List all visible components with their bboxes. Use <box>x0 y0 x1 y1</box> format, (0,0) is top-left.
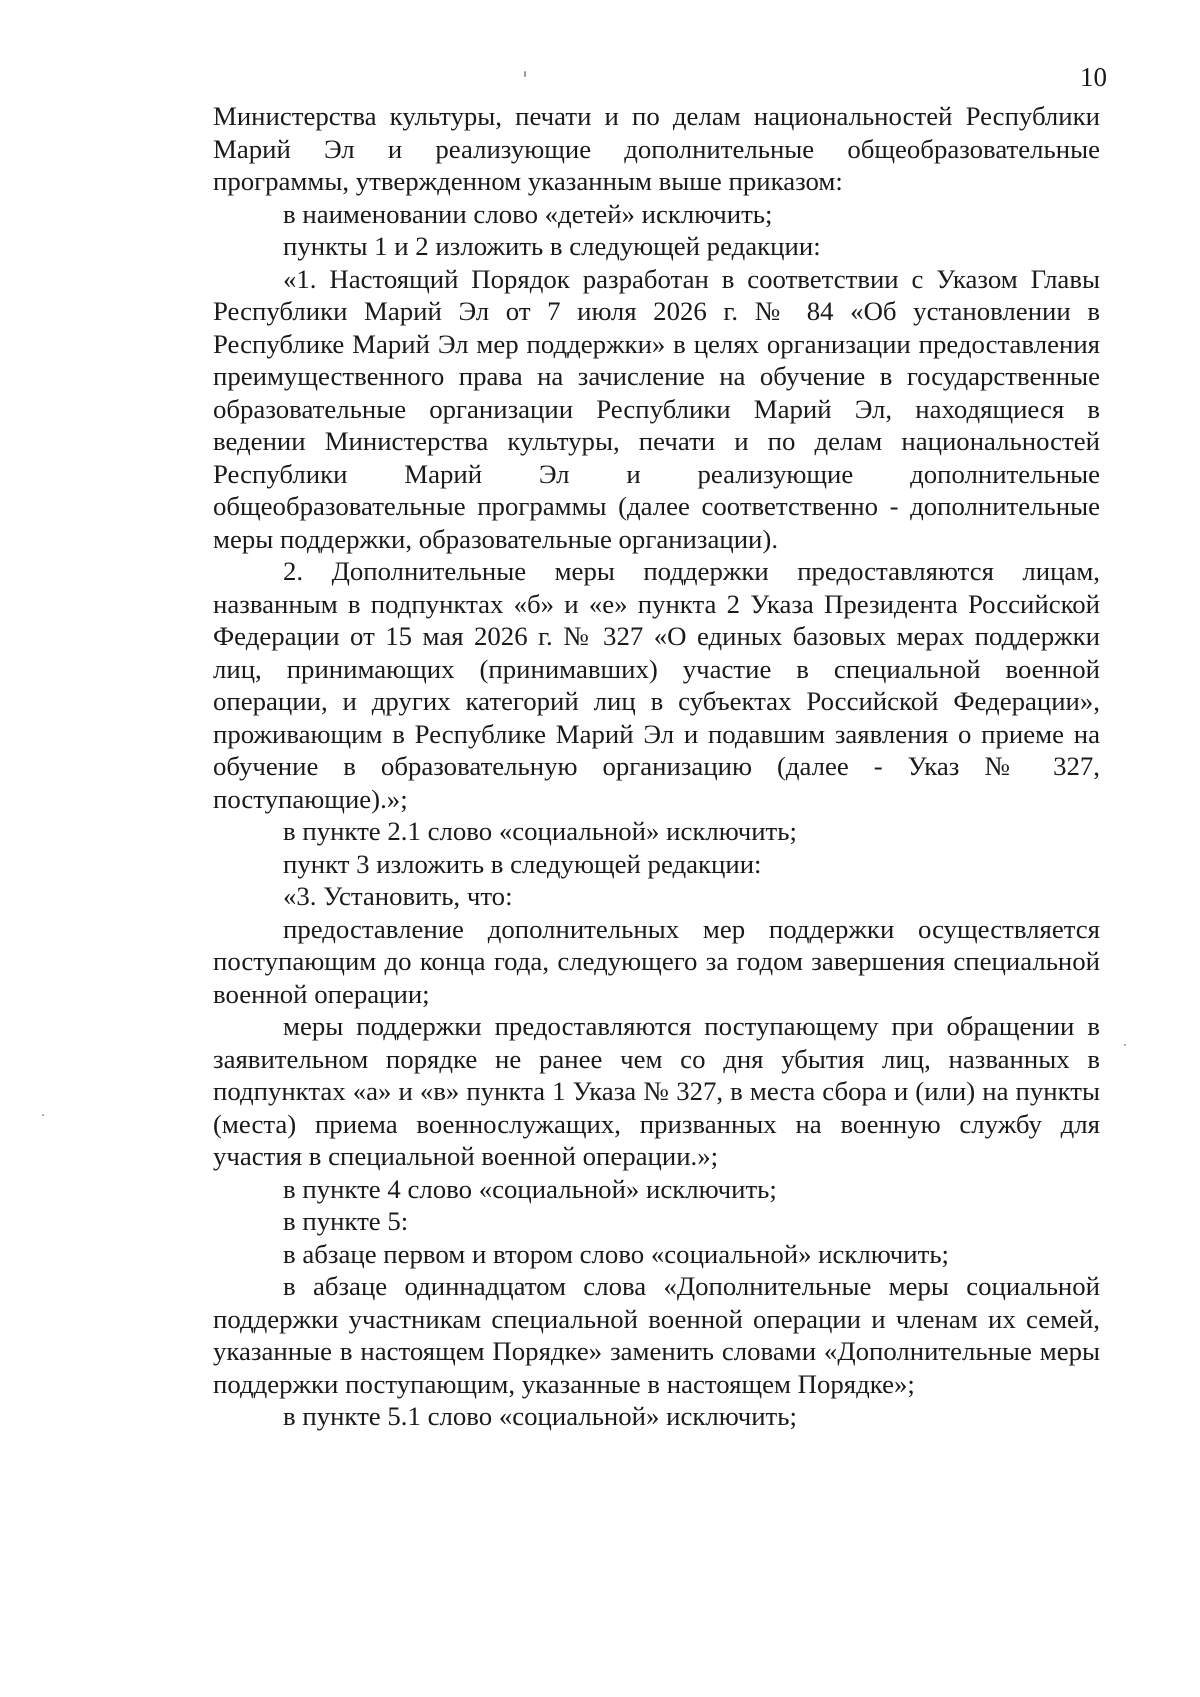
paragraph-15: в пункте 5.1 слово «социальной» исключить; <box>283 1401 797 1431</box>
paragraph-6: в пункте 2.1 слово «социальной» исключить; <box>283 816 797 846</box>
paragraph-14: в абзаце одиннадцатом слова «Дополнительные меры социальной поддержки участникам специальной военной операции и членам их семей, указанные в настоящем Порядке» заменить словами «Дополнительные меры поддержки поступающим, указанные в настоящем Порядке»; <box>213 1271 1100 1399</box>
scan-speck-left <box>42 1114 44 1116</box>
scan-speck-right <box>1124 1044 1126 1046</box>
paragraph-2: в наименовании слово «детей» исключить; <box>283 198 773 229</box>
scan-speck-top <box>524 71 526 77</box>
paragraph-7: пункт 3 изложить в следующей редакции: <box>283 848 762 879</box>
paragraph-8: «3. Установить, что: <box>283 881 513 911</box>
paragraph-3: пункты 1 и 2 изложить в следующей редакции: <box>283 231 821 261</box>
paragraph-13: в абзаце первом и втором слово «социальной» исключить; <box>283 1238 949 1269</box>
paragraph-10: меры поддержки предоставляются поступающему при обращении в заявительном порядке не ранее чем со дня убытия лиц, названных в подпунктах «а» и «в» пункта 1 Указа № 327, в места сбора и (или) на пункты (места) приема военнослужащих, призванных на военную службу для участия в специальной военной операции.»; <box>213 1011 1100 1171</box>
paragraph-5: 2. Дополнительные меры поддержки предоставляются лицам, названным в подпунктах «б» и «е» пункта 2 Указа Президента Российской Федерации от 15 мая 2026 г. № 327 «О единых базовых мерах поддержки лиц, принимающих (принимавших) участие в специальной военной операции, и других категорий лиц в субъектах Российской Федерации», проживающим в Республике Марий Эл и подавшим заявления о приеме на обучение в образовательную организацию (далее - Указ № 327, поступающие).»; <box>213 556 1100 814</box>
paragraph-12: в пункте 5: <box>283 1206 409 1236</box>
page-number: 10 <box>1080 62 1107 92</box>
document-body <box>213 100 1100 1433</box>
paragraph-1: Министерства культуры, печати и по делам национальностей Республики Марий Эл и реализующие дополнительные общеобразовательные программы, утвержденном указанным выше приказом: <box>213 101 1100 196</box>
paragraph-4: «1. Настоящий Порядок разработан в соответствии с Указом Главы Республики Марий Эл от 7 июля 2026 г. № 84 «Об установлении в Республике Марий Эл мер поддержки» в целях организации предоставления преимущественного права на зачисление на обучение в государственные образовательные организации Республики Марий Эл, находящиеся в ведении Министерства культуры, печати и по делам национальностей Республики Марий Эл и реализующие дополнительные общеобразовательные программы (далее соответственно - дополнительные меры поддержки, образовательные организации). <box>213 263 1100 554</box>
paragraph-11: в пункте 4 слово «социальной» исключить; <box>283 1173 777 1204</box>
paragraph-9: предоставление дополнительных мер поддержки осуществляется поступающим до конца года, следующего за годом завершения специальной военной операции; <box>213 913 1100 1009</box>
